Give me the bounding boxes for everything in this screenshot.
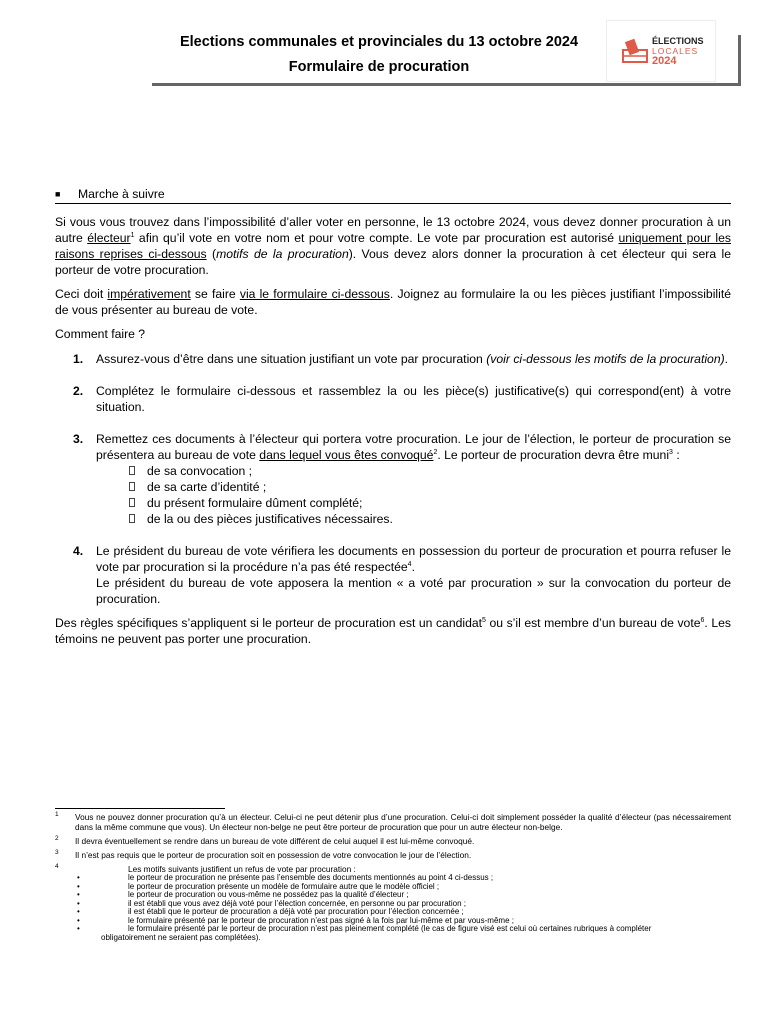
step-1 — [55, 351, 731, 367]
intro-paragraph-3: Comment faire ? — [55, 327, 146, 341]
logo-line2: LOCALES — [652, 46, 699, 56]
footnote-3 — [55, 850, 731, 860]
square-bullet-icon: ■ — [55, 189, 61, 199]
footnote-2 — [55, 836, 731, 846]
document-subtitle: Formulaire de procuration — [288, 59, 470, 75]
step-number: 3. — [73, 432, 84, 446]
footnote-ref: 6 — [700, 616, 705, 624]
footnotes — [55, 812, 731, 942]
elections-logo — [606, 20, 716, 82]
list-item-text-continued: obligatoirement ne seraient pas complétées). — [101, 932, 261, 942]
list-item: • il est établi que vous avez déjà voté pour l’élection concernée, en personne ou par procuration ; — [55, 900, 731, 909]
text: Remettez ces documents à l’électeur qui portera votre procuration. Le jour de l’élection, le porteur de procuration se présentera au bureau de vote — [96, 432, 731, 462]
ballot-box-icon — [621, 36, 651, 66]
text: Assurez-vous d’être dans une situation justifiant un vote par procuration — [96, 352, 487, 366]
intro-paragraph-1 — [55, 214, 731, 278]
footnote-number: 3 — [55, 849, 59, 856]
italic-text: (voir ci-dessous les motifs de la procuration) — [486, 352, 725, 366]
underlined-text: dans lequel vous êtes convoqué — [259, 448, 434, 462]
step-4 — [55, 543, 731, 607]
step-number: 4. — [73, 544, 84, 558]
footnote-ref: 5 — [482, 616, 486, 624]
required-documents-list — [96, 463, 731, 527]
checkbox-glyph-icon — [129, 514, 135, 523]
list-item-text: le formulaire présenté par le porteur de procuration n’est pas pleinement complété (le cas de figure visé est celui où certaines rubriques à compléter — [128, 924, 652, 933]
document-title: Elections communales et provinciales du 13 octobre 2024 — [179, 34, 579, 50]
text: : — [672, 448, 680, 462]
logo-text — [652, 36, 704, 66]
text: se faire — [190, 287, 240, 301]
footnote-number: 4 — [55, 863, 59, 870]
footnote-ref: 2 — [433, 448, 438, 456]
step-number: 1. — [73, 352, 84, 366]
text: Ceci doit — [55, 287, 108, 301]
text: ( — [206, 247, 217, 261]
list-item: • le porteur de procuration ne présente pas l’ensemble des documents mentionnés au point 4 ci-dessus ; — [55, 874, 731, 883]
step-number: 2. — [73, 384, 84, 398]
list-item: • le porteur de procuration présente un modèle de formulaire autre que le modèle officiel ; — [55, 883, 731, 892]
list-item: • le porteur de procuration ou vous-même ne possédez pas la qualité d’électeur ; — [55, 891, 731, 900]
text: Des règles spécifiques s’appliquent si le porteur de procuration est un candidat — [55, 616, 483, 630]
section-heading-text: Marche à suivre — [78, 187, 165, 201]
steps-list — [55, 351, 731, 607]
list-item — [130, 479, 731, 495]
footnote-1 — [55, 812, 731, 832]
underlined-text: via le formulaire ci-dessous — [239, 287, 390, 301]
list-item — [55, 925, 731, 942]
checkbox-glyph-icon — [129, 482, 135, 491]
footnote-number: 2 — [55, 835, 59, 842]
list-item: • il est établi que le porteur de procuration a déjà voté par procuration pour l’élection concernée ; — [55, 908, 731, 917]
text: . Les témoins ne peuvent pas porter une procuration. — [55, 616, 731, 646]
list-item-text: de la ou des pièces justificatives nécessaires. — [147, 512, 393, 526]
footnote-text: Vous ne pouvez donner procuration qu’à un électeur. Celui-ci ne peut détenir plus d’une procuration. Celui-ci doit simplement posséder la qualité d’électeur (pas nécessairement dans la même commune que vous). Un électeur non-belge ne peut être porteur de procuration que pour un autre électeur non-belge. — [75, 812, 731, 832]
footnote-ref: 3 — [669, 448, 673, 456]
list-item — [130, 463, 731, 479]
main-content — [55, 186, 731, 655]
footnote-ref: 1 — [130, 231, 135, 239]
step-3 — [55, 431, 731, 527]
text: . Joignez au formulaire la ou les pièces justifiant l’impossibilité de vous présenter au bureau de vote. — [55, 287, 731, 317]
footnote-ref: 4 — [407, 560, 412, 568]
text: Si vous vous trouvez dans l’impossibilité d’aller voter en personne, le 13 octobre 2024, vous devez donner procuration à un autre — [55, 215, 731, 245]
underlined-text: impérativement — [107, 287, 191, 301]
text: Complétez le formulaire ci-dessous et rassemblez la ou les pièce(s) justificative(s) qui correspond(ent) à votre situation. — [96, 384, 731, 414]
text: ou s’il est membre d’un bureau de vote — [485, 616, 701, 630]
footnote-number: 1 — [55, 811, 59, 818]
underlined-text: électeur — [87, 231, 131, 245]
italic-text: motifs de la procuration — [216, 247, 349, 261]
section-heading — [55, 186, 731, 204]
text: Le président du bureau de vote apposera la mention « a voté par procuration » sur la convocation du porteur de procuration. — [96, 576, 731, 606]
refusal-reasons-list — [55, 874, 731, 942]
text: . Le porteur de procuration devra être muni — [437, 448, 670, 462]
closing-paragraph — [55, 615, 731, 647]
footnote-separator — [55, 808, 225, 809]
footnote-text: Il devra éventuellement se rendre dans un bureau de vote différent de celui auquel il est lui-même convoqué. — [75, 836, 475, 846]
text: . — [724, 352, 729, 366]
logo-line1: ÉLECTIONS — [652, 36, 704, 46]
underlined-text: uniquement pour les raisons reprises ci-dessous — [55, 231, 731, 261]
step-2 — [55, 383, 731, 415]
list-item: • le formulaire présenté par le porteur de procuration n’est pas signé à la fois par lui-même et par vous-même ; — [55, 917, 731, 926]
logo-line3: 2024 — [652, 55, 677, 67]
list-item — [130, 511, 731, 527]
page-header — [0, 0, 768, 90]
text: . — [411, 560, 415, 574]
text: ). Vous devez alors donner la procuration à cet électeur qui sera le porteur de votre procuration. — [55, 247, 731, 277]
list-item-text: de sa convocation ; — [147, 464, 253, 478]
checkbox-glyph-icon — [129, 498, 135, 507]
checkbox-glyph-icon — [129, 466, 135, 475]
footnote-text: Les motifs suivants justifient un refus de vote par procuration : — [128, 864, 356, 874]
text: afin qu’il vote en votre nom et pour votre compte. Le vote par procuration est autorisé — [134, 231, 619, 245]
footnote-text: Il n’est pas requis que le porteur de procuration soit en possession de votre convocation le jour de l’élection. — [75, 850, 472, 860]
text: Le président du bureau de vote vérifiera les documents en possession du porteur de procuration et pourra refuser le vote par procuration si la procédure n’a pas été respectée — [96, 544, 731, 574]
list-item-text: du présent formulaire dûment complété; — [147, 496, 363, 510]
list-item-text: de sa carte d’identité ; — [147, 480, 267, 494]
intro-paragraph-2 — [55, 286, 731, 318]
list-item — [130, 495, 731, 511]
